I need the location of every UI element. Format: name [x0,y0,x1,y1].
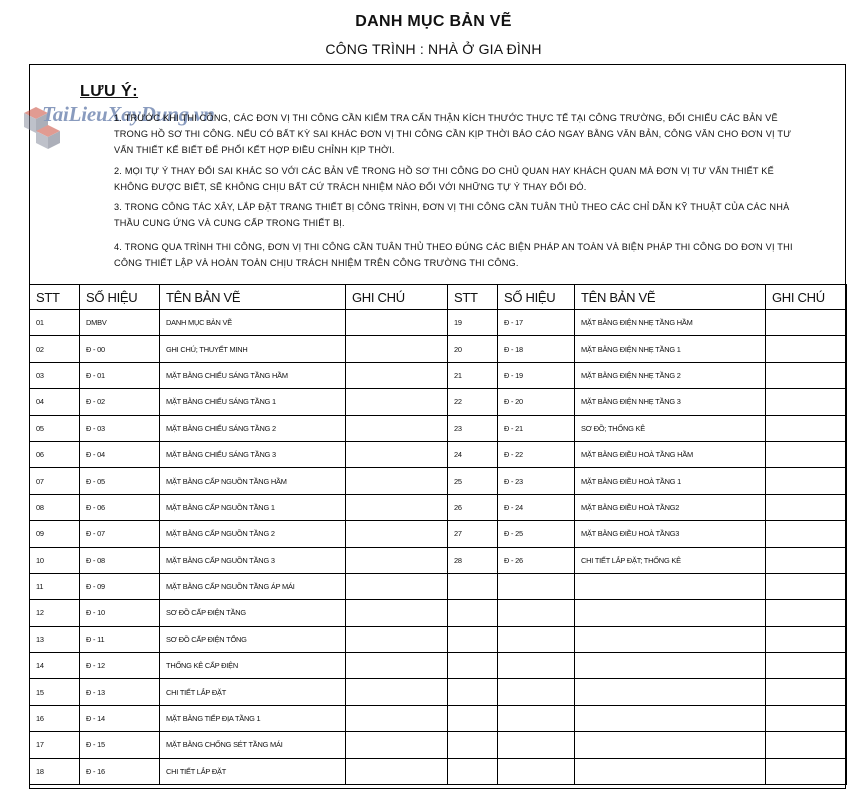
cell-ghi-chu [346,389,448,415]
cell-stt [448,653,498,679]
note-item-3: 3. TRONG CÔNG TÁC XÂY, LẮP ĐẶT TRANG THIẾT BỊ CÔNG TRÌNH, ĐƠN VỊ THI CÔNG CẦN TUÂN THỦ THEO CÁC CHỈ DẪN KỸ THUẬT CỦA CÁC NHÀ THẦU CUNG ỨNG VÀ CUNG CẤP TRONG THIẾT BỊ. [114,202,790,228]
cell-ghi-chu [346,705,448,731]
cell-ten-ban-ve: CHI TIẾT LẮP ĐẶT; THỐNG KÊ [575,547,766,573]
cell-ghi-chu [346,653,448,679]
cell-so-hieu: Đ - 20 [498,389,575,415]
cell-ten-ban-ve [575,705,766,731]
cell-ten-ban-ve: MẶT BẰNG ĐIỆN NHẸ TẦNG 3 [575,389,766,415]
cell-ghi-chu [346,679,448,705]
cell-ten-ban-ve: CHI TIẾT LẮP ĐẶT [160,679,346,705]
cell-so-hieu: Đ - 04 [80,441,160,467]
cell-stt: 15 [30,679,80,705]
cell-so-hieu: Đ - 19 [498,362,575,388]
cell-so-hieu [498,679,575,705]
cell-so-hieu [498,626,575,652]
cell-ghi-chu [346,732,448,758]
cell-stt: 05 [30,415,80,441]
cell-so-hieu: Đ - 13 [80,679,160,705]
cell-ghi-chu [766,547,847,573]
cell-so-hieu: Đ - 18 [498,336,575,362]
note-item-2: 2. MỌI TỰ Ý THAY ĐỔI SAI KHÁC SO VỚI CÁC BẢN VẼ TRONG HỒ SƠ THI CÔNG DO CHỦ QUAN HAY KHÁCH QUAN MÀ ĐƠN VỊ TƯ VẤN THIẾT KẾ KHÔNG ĐƯỢC BIẾT, SẼ KHÔNG CHỊU BẤT CỨ TRÁCH NHIỆM NÀO ĐỐI VỚI NHỮNG TỰ Ý THAY ĐỔI ĐÓ. [114,166,774,192]
cell-ten-ban-ve: GHI CHÚ; THUYẾT MINH [160,336,346,362]
cell-so-hieu: DMBV [80,310,160,336]
table-row [30,468,847,494]
table-row [30,679,847,705]
cell-ghi-chu [346,494,448,520]
note-item-1: 1. TRƯỚC KHI THI CÔNG, CÁC ĐƠN VỊ THI CÔNG CẦN KIỂM TRA CẨN THẬN KÍCH THƯỚC THỰC TẾ TẠI CÔNG TRƯỜNG, ĐỐI CHIẾU CÁC BẢN VẼ TRONG HỒ SƠ THI CÔNG. NẾU CÓ BẤT KỲ SAI KHÁC ĐƠN VỊ THI CÔNG CẦN KỊP THỜI BÁO CÁO NGAY BẰNG VĂN BẢN, CÔNG VĂN CHO ĐƠN VỊ TƯ VẤN THIẾT KẾ BIẾT ĐỂ PHỐI KẾT HỢP ĐIỀU CHỈNH KỊP THỜI. [114,113,792,155]
table-row [30,415,847,441]
cell-ten-ban-ve: MẶT BẰNG ĐIỀU HOÀ TẦNG 1 [575,468,766,494]
cell-so-hieu: Đ - 02 [80,389,160,415]
header-so-hieu: SỐ HIỆU [80,285,160,310]
watermark-text: TaiLieuXayDung.vn [42,102,215,126]
cell-ghi-chu [346,310,448,336]
cell-ghi-chu [766,573,847,599]
cell-ten-ban-ve: MẶT BẰNG CẤP NGUỒN TẦNG 2 [160,521,346,547]
cell-ghi-chu [766,441,847,467]
cell-stt: 11 [30,573,80,599]
cell-so-hieu: Đ - 24 [498,494,575,520]
table-row [30,362,847,388]
table-row [30,336,847,362]
header-stt: STT [30,285,80,310]
cell-ghi-chu [766,494,847,520]
table-row [30,653,847,679]
cell-ghi-chu [766,415,847,441]
table-row [30,547,847,573]
cell-ghi-chu [766,653,847,679]
cell-so-hieu: Đ - 07 [80,521,160,547]
cell-ten-ban-ve: MẶT BẰNG CHIẾU SÁNG TẦNG 2 [160,415,346,441]
cell-so-hieu: Đ - 12 [80,653,160,679]
cell-so-hieu: Đ - 09 [80,573,160,599]
page-title: DANH MỤC BẢN VẼ [355,13,512,30]
cell-so-hieu: Đ - 03 [80,415,160,441]
table-body [30,310,847,785]
cell-ghi-chu [766,679,847,705]
cell-stt: 01 [30,310,80,336]
table-row [30,521,847,547]
cell-ten-ban-ve: CHI TIẾT LẮP ĐẶT [160,758,346,784]
cell-stt: 14 [30,653,80,679]
cell-so-hieu [498,758,575,784]
cell-so-hieu: Đ - 06 [80,494,160,520]
table-header-row [30,285,847,310]
cell-ghi-chu [346,521,448,547]
cell-stt [448,573,498,599]
notes-heading: LƯU Ý: [80,83,139,100]
cell-so-hieu: Đ - 26 [498,547,575,573]
header-stt-right: STT [448,285,498,310]
cell-ghi-chu [346,758,448,784]
cell-so-hieu: Đ - 05 [80,468,160,494]
cell-ten-ban-ve [575,600,766,626]
cell-stt: 13 [30,626,80,652]
table-row [30,310,847,336]
drawing-list-table [29,284,847,785]
cell-ten-ban-ve: MẶT BẰNG ĐIỆN NHẸ TẦNG 1 [575,336,766,362]
header-ghi-chu: GHI CHÚ [346,285,448,310]
cell-ghi-chu [346,362,448,388]
table-row [30,732,847,758]
cell-ten-ban-ve: MẶT BẰNG ĐIỀU HOÀ TẦNG3 [575,521,766,547]
cell-ten-ban-ve [575,679,766,705]
cell-ten-ban-ve: SƠ ĐỒ CẤP ĐIỆN TỔNG [160,626,346,652]
cell-stt: 06 [30,441,80,467]
note-item-4: 4. TRONG QUA TRÌNH THI CÔNG, ĐƠN VỊ THI CÔNG CẦN TUÂN THỦ THEO ĐÚNG CÁC BIỆN PHÁP AN TOÀN VÀ BIỆN PHÁP THI CÔNG DO ĐƠN VỊ THI CÔNG THIẾT LẬP VÀ HOÀN TOÀN CHỊU TRÁCH NHIỆM TRÊN CÔNG TRƯỜNG THI CÔNG. [114,242,793,268]
cell-ghi-chu [346,336,448,362]
cell-ten-ban-ve: MẶT BẰNG ĐIỀU HOÀ TẦNG2 [575,494,766,520]
cell-stt [448,600,498,626]
cell-so-hieu [498,600,575,626]
cell-stt: 18 [30,758,80,784]
header-ten-ban-ve-right: TÊN BẢN VẼ [575,285,766,310]
cell-ten-ban-ve: MẶT BẰNG ĐIỆN NHẸ TẦNG 2 [575,362,766,388]
cell-ten-ban-ve: MẶT BẰNG ĐIỀU HOÀ TẦNG HẦM [575,441,766,467]
cell-so-hieu: Đ - 11 [80,626,160,652]
cell-so-hieu [498,732,575,758]
cell-stt: 03 [30,362,80,388]
table-row [30,705,847,731]
cell-so-hieu: Đ - 23 [498,468,575,494]
cell-ten-ban-ve: MẶT BẰNG CHIẾU SÁNG TẦNG HẦM [160,362,346,388]
cell-ghi-chu [766,389,847,415]
cell-so-hieu [498,653,575,679]
cell-stt: 08 [30,494,80,520]
cell-stt: 02 [30,336,80,362]
cell-ten-ban-ve: DANH MỤC BẢN VẼ [160,310,346,336]
cell-ghi-chu [766,336,847,362]
table-row [30,573,847,599]
cell-so-hieu: Đ - 15 [80,732,160,758]
cell-ghi-chu [346,547,448,573]
cell-so-hieu: Đ - 10 [80,600,160,626]
header-ghi-chu-right: GHI CHÚ [766,285,847,310]
cell-stt: 12 [30,600,80,626]
cell-so-hieu: Đ - 14 [80,705,160,731]
header-so-hieu-right: SỐ HIỆU [498,285,575,310]
cell-ghi-chu [346,626,448,652]
cell-so-hieu: Đ - 08 [80,547,160,573]
cell-so-hieu: Đ - 25 [498,521,575,547]
cell-ghi-chu [346,600,448,626]
cell-stt: 16 [30,705,80,731]
cell-stt: 10 [30,547,80,573]
cell-ten-ban-ve: MẶT BẰNG CHỐNG SÉT TẦNG MÁI [160,732,346,758]
cell-stt: 21 [448,362,498,388]
table-row [30,441,847,467]
cell-ghi-chu [346,441,448,467]
notes-section [30,65,845,285]
cell-stt: 22 [448,389,498,415]
cell-ghi-chu [766,362,847,388]
cell-ghi-chu [766,705,847,731]
cell-stt: 28 [448,547,498,573]
cell-ten-ban-ve: THỐNG KÊ CẤP ĐIỆN [160,653,346,679]
cell-ten-ban-ve [575,653,766,679]
cell-so-hieu: Đ - 01 [80,362,160,388]
cell-ghi-chu [766,521,847,547]
table-row [30,758,847,784]
cell-ten-ban-ve: MẶT BẰNG CHIẾU SÁNG TẦNG 3 [160,441,346,467]
cell-ghi-chu [346,573,448,599]
cell-stt: 09 [30,521,80,547]
cell-ten-ban-ve: MẶT BẰNG CẤP NGUỒN TẦNG 3 [160,547,346,573]
cell-stt: 24 [448,441,498,467]
cell-so-hieu [498,573,575,599]
cell-stt [448,679,498,705]
header-ten-ban-ve: TÊN BẢN VẼ [160,285,346,310]
cell-ghi-chu [346,468,448,494]
cell-ghi-chu [766,310,847,336]
cell-stt [448,626,498,652]
cell-stt: 20 [448,336,498,362]
cell-ghi-chu [766,600,847,626]
cell-ghi-chu [766,468,847,494]
cell-so-hieu: Đ - 21 [498,415,575,441]
table-row [30,494,847,520]
table-row [30,600,847,626]
cell-stt: 07 [30,468,80,494]
cell-stt: 23 [448,415,498,441]
cell-stt [448,758,498,784]
cell-stt: 19 [448,310,498,336]
cell-ghi-chu [346,415,448,441]
cell-ten-ban-ve [575,732,766,758]
cell-ten-ban-ve: MẶT BẰNG CẤP NGUỒN TẦNG HẦM [160,468,346,494]
cell-stt: 04 [30,389,80,415]
cell-ten-ban-ve: SƠ ĐỒ; THỐNG KÊ [575,415,766,441]
cell-ten-ban-ve [575,626,766,652]
cell-stt: 17 [30,732,80,758]
cell-ten-ban-ve: MẶT BẰNG CẤP NGUỒN TẦNG ÁP MÁI [160,573,346,599]
cell-ten-ban-ve: MẶT BẰNG CHIẾU SÁNG TẦNG 1 [160,389,346,415]
cell-stt [448,705,498,731]
cell-so-hieu: Đ - 16 [80,758,160,784]
cell-ten-ban-ve: SƠ ĐỒ CẤP ĐIỆN TẦNG [160,600,346,626]
table-row [30,626,847,652]
cell-stt: 26 [448,494,498,520]
cell-ghi-chu [766,758,847,784]
cell-ten-ban-ve [575,758,766,784]
project-subtitle: CÔNG TRÌNH : NHÀ Ở GIA ĐÌNH [325,41,542,57]
cell-ghi-chu [766,732,847,758]
cell-ten-ban-ve: MẶT BẰNG ĐIỆN NHẸ TẦNG HẦM [575,310,766,336]
cell-so-hieu: Đ - 00 [80,336,160,362]
cell-so-hieu [498,705,575,731]
cell-stt [448,732,498,758]
cell-so-hieu: Đ - 17 [498,310,575,336]
cell-stt: 25 [448,468,498,494]
cell-ghi-chu [766,626,847,652]
drawing-frame [29,64,846,789]
cell-so-hieu: Đ - 22 [498,441,575,467]
cell-ten-ban-ve: MẶT BẰNG TIẾP ĐỊA TẦNG 1 [160,705,346,731]
cell-stt: 27 [448,521,498,547]
cell-ten-ban-ve [575,573,766,599]
table-row [30,389,847,415]
cell-ten-ban-ve: MẶT BẰNG CẤP NGUỒN TẦNG 1 [160,494,346,520]
